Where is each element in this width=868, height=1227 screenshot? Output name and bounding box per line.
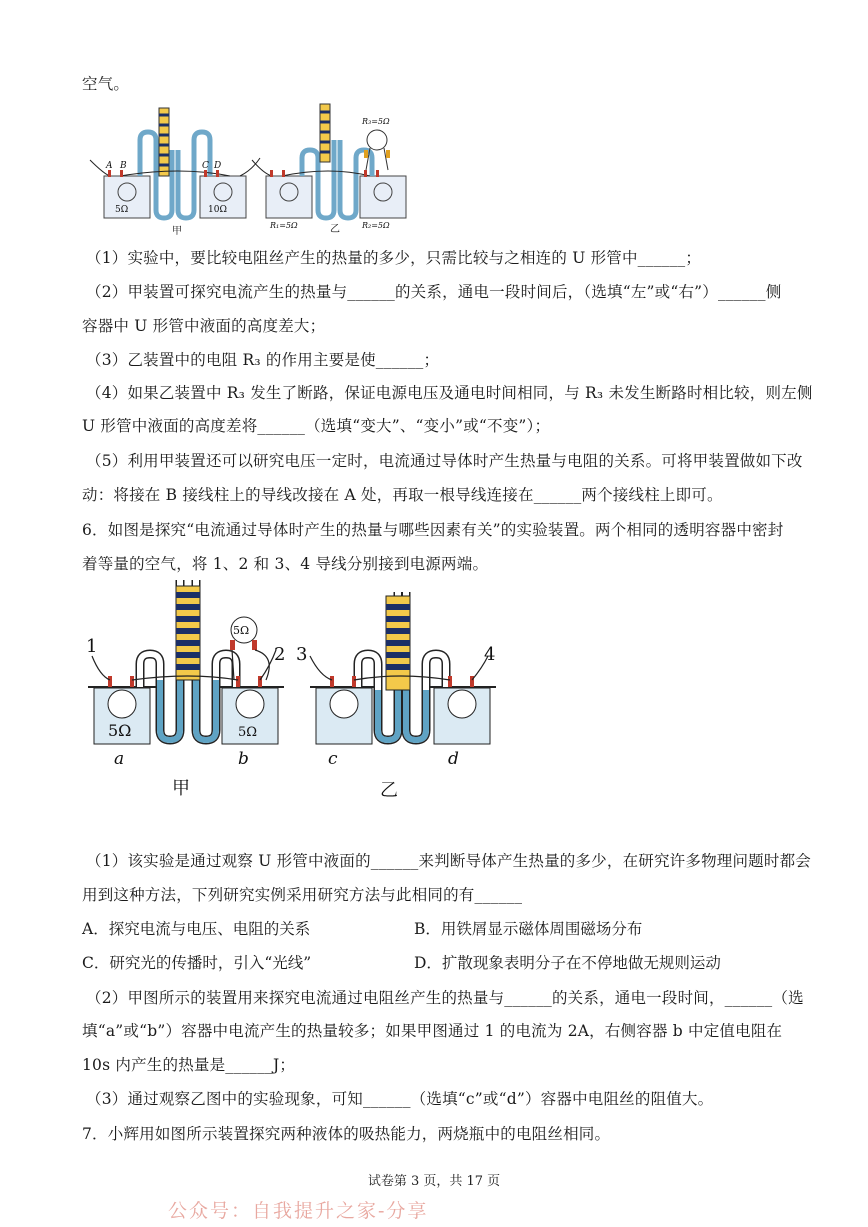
q6-option-d: D．扩散现象表明分子在不停地做无规则运动 — [414, 954, 721, 972]
label-C: C — [202, 161, 209, 171]
label-external-resistor: 5Ω — [233, 624, 250, 637]
terminal-4: 4 — [484, 644, 496, 665]
label-a-resistor: 5Ω — [108, 721, 132, 740]
watermark: 公众号：自我提升之家-分享 — [168, 1200, 429, 1222]
label-B: B — [120, 161, 127, 171]
q6-part2c: 10s 内产生的热量是______J； — [82, 1056, 296, 1074]
figure-1-apparatus — [80, 100, 410, 240]
q6-part3: （3）通过观察乙图中的实验现象，可知______（选填“c”或“d”）容器中电阻丝的阻值大。 — [86, 1090, 714, 1108]
figure-2-apparatus — [80, 580, 520, 810]
q5-part5a: （5）利用甲装置还可以研究电压一定时，电流通过导体时产生热量与电阻的关系。可将甲装置做如下改 — [86, 452, 803, 470]
caption-jia: 甲 — [172, 226, 182, 237]
q6-option-b: B．用铁屑显示磁体周围磁场分布 — [414, 920, 643, 938]
q5-part2b: 容器中 U 形管中液面的高度差大； — [82, 317, 326, 335]
label-10ohm: 10Ω — [208, 205, 227, 215]
container-label-d: d — [448, 749, 459, 769]
q6-option-a: A．探究电流与电压、电阻的关系 — [82, 920, 311, 938]
q6-part2a: （2）甲图所示的装置用来探究电流通过电阻丝产生的热量与______的关系，通电一段时间，______（选 — [86, 989, 804, 1007]
intro-tail: 空气。 — [82, 75, 130, 93]
q6-part1b: 用到这种方法，下列研究实例采用研究方法与此相同的有______ — [82, 886, 523, 904]
page-footer: 试卷第 3 页，共 17 页 — [367, 1174, 501, 1189]
label-r3: R₃=5Ω — [362, 117, 390, 126]
q6-part2b: 填“a”或“b”）容器中电流产生的热量较多；如果甲图通过 1 的电流为 2A，右侧容器 b 中定值电阻在 — [82, 1022, 783, 1040]
q5-part1: （1）实验中，要比较电阻丝产生的热量的多少，只需比较与之相连的 U 形管中______； — [86, 249, 702, 267]
terminal-3: 3 — [296, 644, 308, 665]
q5-part5b: 动：将接在 B 接线柱上的导线改接在 A 处，再取一根导线连接在______两个接线柱上即可。 — [82, 486, 723, 504]
label-r2: R₂=5Ω — [362, 221, 390, 230]
caption-jia-2: 甲 — [172, 778, 190, 799]
q5-part4b: U 形管中液面的高度差将______（选填“变大”、“变小”或“不变”）； — [82, 417, 551, 435]
caption-yi: 乙 — [330, 224, 340, 235]
label-D: D — [214, 161, 222, 171]
caption-yi-2: 乙 — [380, 780, 398, 801]
device-jia — [90, 108, 260, 218]
q7-stem: 7．小辉用如图所示装置探究两种液体的吸热能力，两烧瓶中的电阻丝相同。 — [82, 1125, 611, 1143]
terminal-1: 1 — [86, 636, 98, 657]
q6-part1a: （1）该实验是通过观察 U 形管中液面的______来判断导体产生热量的多少，在研究许多物理问题时都会 — [86, 852, 811, 870]
q6-option-c: C．研究光的传播时，引入“光线” — [82, 954, 312, 972]
label-r1: R₁=5Ω — [270, 221, 298, 230]
label-A: A — [106, 161, 113, 171]
q5-part3: （3）乙装置中的电阻 R₃ 的作用主要是使______； — [86, 351, 440, 369]
q5-part2a: （2）甲装置可探究电流产生的热量与______的关系，通电一段时间后，（选填“左”或“右”）______侧 — [86, 283, 782, 301]
container-label-c: c — [328, 749, 338, 769]
container-label-a: a — [114, 749, 125, 769]
label-b-resistor: 5Ω — [238, 725, 258, 740]
container-label-b: b — [238, 749, 249, 769]
q6-stem-b: 着等量的空气，将 1、2 和 3、4 导线分别接到电源两端。 — [82, 555, 489, 573]
q6-stem-a: 6．如图是探究“电流通过导体时产生的热量与哪些因素有关”的实验装置。两个相同的透明容器中密封 — [82, 521, 784, 539]
q5-part4a: （4）如果乙装置中 R₃ 发生了断路，保证电源电压及通电时间相同，与 R₃ 未发生断路时相比较，则左侧 — [86, 384, 813, 402]
label-5ohm: 5Ω — [115, 205, 129, 215]
terminal-2: 2 — [274, 644, 286, 665]
